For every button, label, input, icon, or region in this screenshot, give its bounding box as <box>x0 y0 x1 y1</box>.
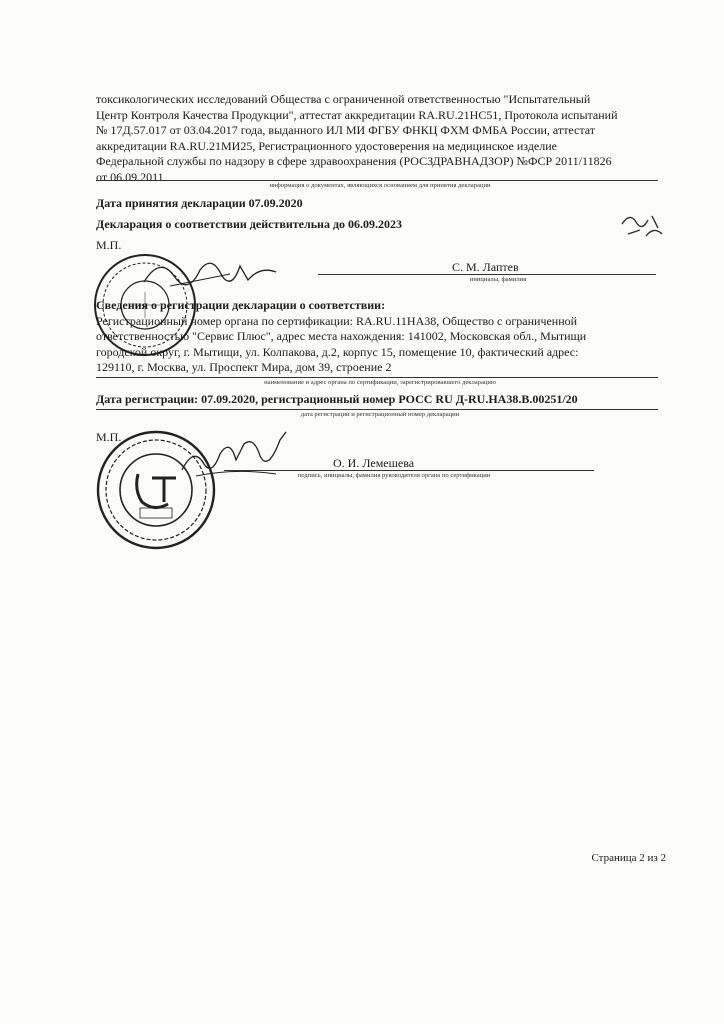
registration-line: городской округ, г. Мытищи, ул. Колпакова, д.2, корпус 15, помещение 10, фактический адрес: <box>96 344 579 359</box>
signer-1-name: С. М. Лаптев <box>452 260 519 274</box>
valid-until: Декларация о соответствии действительна до 06.09.2023 <box>96 217 403 231</box>
intro-line: токсикологических исследований Общества с ограниченной ответственностью "Испытательный <box>96 92 591 106</box>
mp-label: М.П. <box>96 430 122 444</box>
body-rule <box>96 377 658 378</box>
intro-line: Федеральной службы по надзору в сфере здравоохранения (РОСЗДРАВНАДЗОР) №ФСР 2011/11826 <box>96 154 612 169</box>
acceptance-date: Дата принятия декларации 07.09.2020 <box>96 196 303 210</box>
documents-rule <box>96 180 658 181</box>
registration-block <box>96 298 664 376</box>
intro-line: аккредитации RA.RU.21МИ25, Регистрационного удостоверения на медицинское изделие <box>96 138 557 153</box>
page-number: Страница 2 из 2 <box>591 852 666 864</box>
body-caption: наименование и адрес органа по сертификации, зарегистрировавшего декларацию <box>264 379 496 386</box>
registration-rule <box>96 409 658 410</box>
signer-2-name: О. И. Лемешева <box>333 456 415 470</box>
registration-heading: Сведения о регистрации декларации о соответствии: <box>96 298 386 312</box>
signer-1-caption: инициалы, фамилия <box>469 276 527 283</box>
corner-mark-icon <box>618 206 668 246</box>
signer-2-caption: подпись, инициалы, фамилия руководителя органа по сертификации <box>297 472 491 479</box>
mp-label: М.П. <box>96 238 122 252</box>
intro-line: Центр Контроля Качества Продукции", аттестат аккредитации RA.RU.21НС51, Протокола испытаний <box>96 107 618 122</box>
intro-paragraph <box>96 92 664 186</box>
intro-line: от 06.09.2011 <box>96 169 164 184</box>
signature-1-icon <box>140 246 280 296</box>
signer-2-rule <box>224 470 594 471</box>
documents-caption: информация о документах, являющихся основанием для принятия декларации <box>269 182 491 189</box>
intro-line: № 17Д.57.017 от 03.04.2017 года, выданного ИЛ МИ ФГБУ ФНКЦ ФХМ ФМБА России, аттестат <box>96 123 596 138</box>
registration-line: Регистрационный номер органа по сертификации: RA.RU.11НА38, Общество с ограниченной <box>96 313 578 328</box>
registration-date: Дата регистрации: 07.09.2020, регистрационный номер РОСС RU Д-RU.НА38.В.00251/20 <box>96 392 578 406</box>
signer-1-rule <box>318 274 656 275</box>
registration-caption: дата регистрации и регистрационный номер декларации <box>300 411 460 418</box>
registration-line: ответственностью "Сервис Плюс", адрес места нахождения: 141002, Московская обл., Мытищи <box>96 329 587 344</box>
registration-line: 129110, г. Москва, ул. Проспект Мира, дом 39, строение 2 <box>96 360 392 375</box>
